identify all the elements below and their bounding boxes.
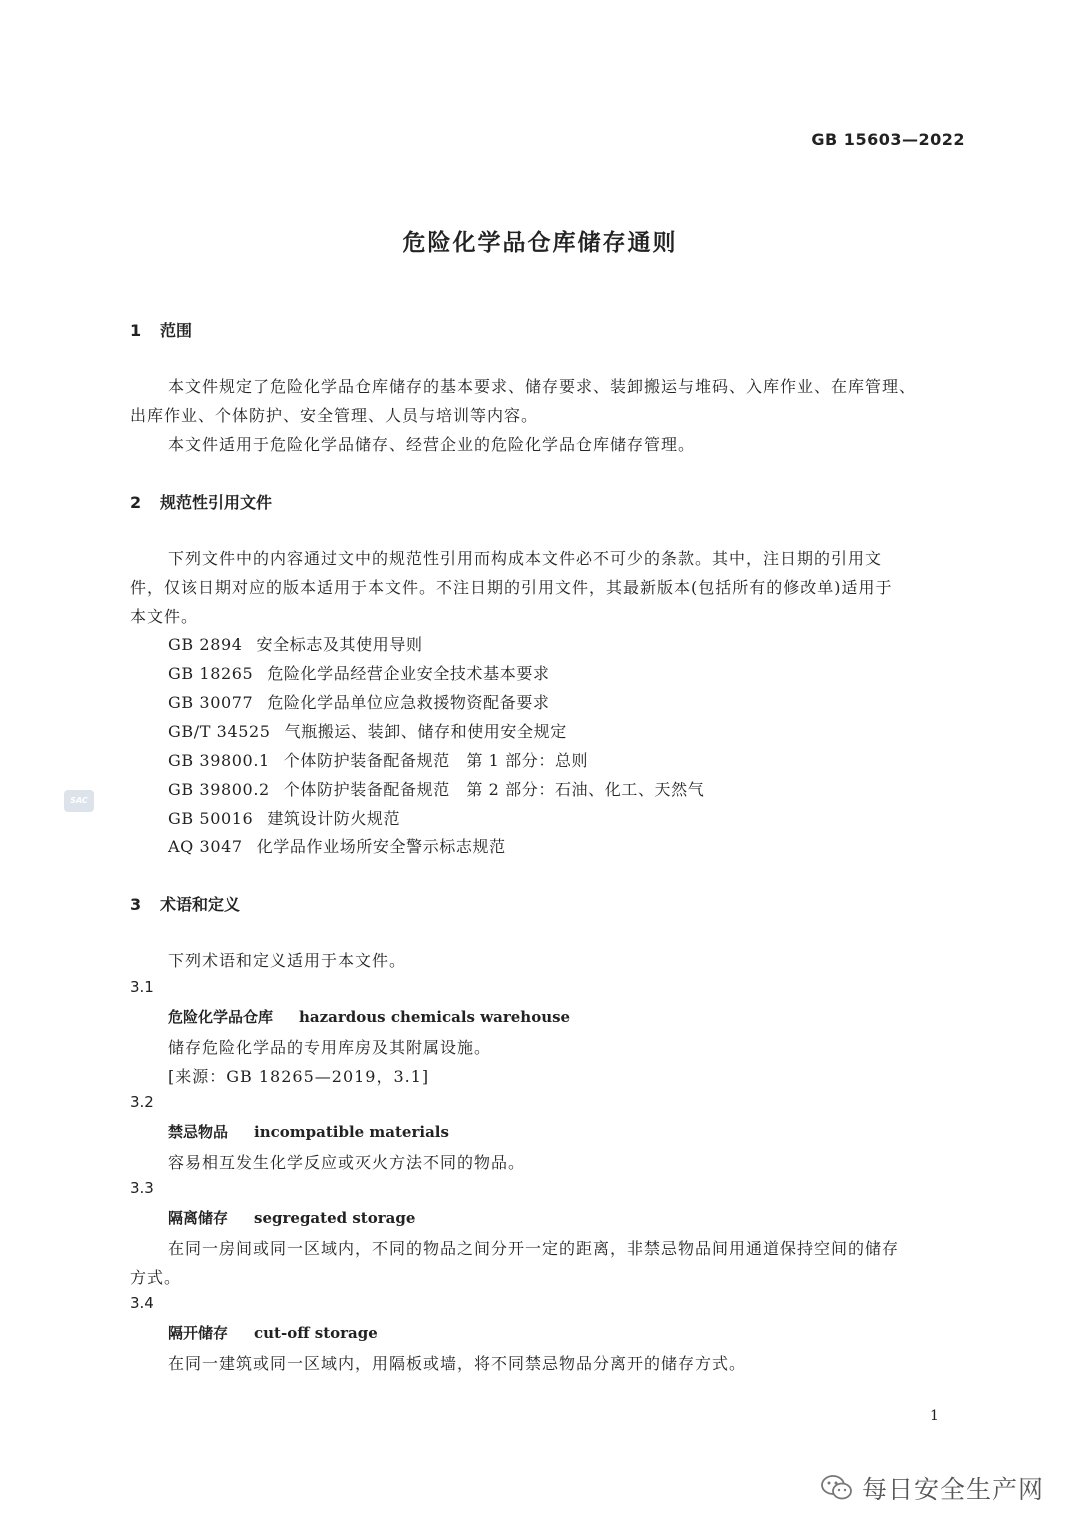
paragraph: 件，仅该日期对应的版本适用于本文件。不注日期的引用文件，其最新版本(包括所有的修改单)适用于 bbox=[130, 578, 893, 597]
section-3-heading bbox=[130, 892, 240, 915]
clause-number: 3.3 bbox=[130, 1179, 154, 1197]
reference-item: GB 39800.2 个体防护装备配备规范 第 2 部分：石油、化工、天然气 bbox=[168, 780, 705, 799]
watermark-text: 每日安全生产网 bbox=[862, 1475, 1045, 1504]
section-title: 术语和定义 bbox=[160, 895, 241, 914]
clause-number: 3.4 bbox=[130, 1294, 154, 1312]
section-number: 3 bbox=[130, 895, 142, 914]
term-definition: 在同一房间或同一区域内，不同的物品之间分开一定的距离，非禁忌物品间用通道保持空间的储存 bbox=[168, 1239, 900, 1258]
paragraph: 本文件。 bbox=[130, 607, 199, 626]
document-title: 危险化学品仓库储存通则 bbox=[402, 230, 678, 256]
paragraph: 本文件适用于危险化学品储存、经营企业的危险化学品仓库储存管理。 bbox=[168, 435, 696, 454]
section-number: 1 bbox=[130, 321, 142, 340]
paragraph: 下列文件中的内容通过文中的规范性引用而构成本文件必不可少的条款。其中，注日期的引用文 bbox=[168, 549, 883, 568]
clause-number: 3.1 bbox=[130, 978, 154, 996]
reference-item: GB/T 34525 气瓶搬运、装卸、储存和使用安全规定 bbox=[168, 722, 567, 741]
reference-item: GB 2894 安全标志及其使用导则 bbox=[168, 635, 423, 654]
sac-logo: SAC bbox=[64, 790, 94, 812]
reference-item: GB 18265 危险化学品经营企业安全技术基本要求 bbox=[168, 664, 550, 683]
term-entry: 禁忌物品 incompatible materials bbox=[168, 1123, 449, 1141]
section-title: 范围 bbox=[160, 321, 193, 340]
paragraph: 出库作业、个体防护、安全管理、人员与培训等内容。 bbox=[130, 406, 539, 425]
section-title: 规范性引用文件 bbox=[160, 493, 273, 512]
paragraph: 下列术语和定义适用于本文件。 bbox=[168, 951, 407, 970]
section-2-heading bbox=[130, 490, 272, 513]
reference-item: AQ 3047 化学品作业场所安全警示标志规范 bbox=[168, 837, 506, 856]
term-definition: 方式。 bbox=[130, 1268, 182, 1287]
term-definition: 在同一建筑或同一区域内，用隔板或墙，将不同禁忌物品分离开的储存方式。 bbox=[168, 1354, 747, 1373]
term-definition: 储存危险化学品的专用库房及其附属设施。 bbox=[168, 1038, 492, 1057]
wechat-icon bbox=[820, 1473, 854, 1503]
paragraph: 本文件规定了危险化学品仓库储存的基本要求、储存要求、装卸搬运与堆码、入库作业、在库管理、 bbox=[168, 377, 917, 396]
section-1-heading bbox=[130, 318, 192, 341]
term-entry: 隔离储存 segregated storage bbox=[168, 1209, 416, 1227]
term-definition: 容易相互发生化学反应或灭火方法不同的物品。 bbox=[168, 1153, 526, 1172]
reference-item: GB 39800.1 个体防护装备配备规范 第 1 部分：总则 bbox=[168, 751, 589, 770]
page-number: 1 bbox=[930, 1408, 939, 1424]
watermark bbox=[820, 1470, 1044, 1506]
reference-item: GB 30077 危险化学品单位应急救援物资配备要求 bbox=[168, 693, 550, 712]
reference-item: GB 50016 建筑设计防火规范 bbox=[168, 809, 401, 828]
term-entry: 隔开储存 cut-off storage bbox=[168, 1324, 378, 1342]
standard-code: GB 15603—2022 bbox=[811, 130, 965, 149]
term-entry: 危险化学品仓库 hazardous chemicals warehouse bbox=[168, 1008, 571, 1026]
section-number: 2 bbox=[130, 493, 142, 512]
term-source: [来源：GB 18265—2019，3.1] bbox=[168, 1067, 430, 1086]
clause-number: 3.2 bbox=[130, 1093, 154, 1111]
